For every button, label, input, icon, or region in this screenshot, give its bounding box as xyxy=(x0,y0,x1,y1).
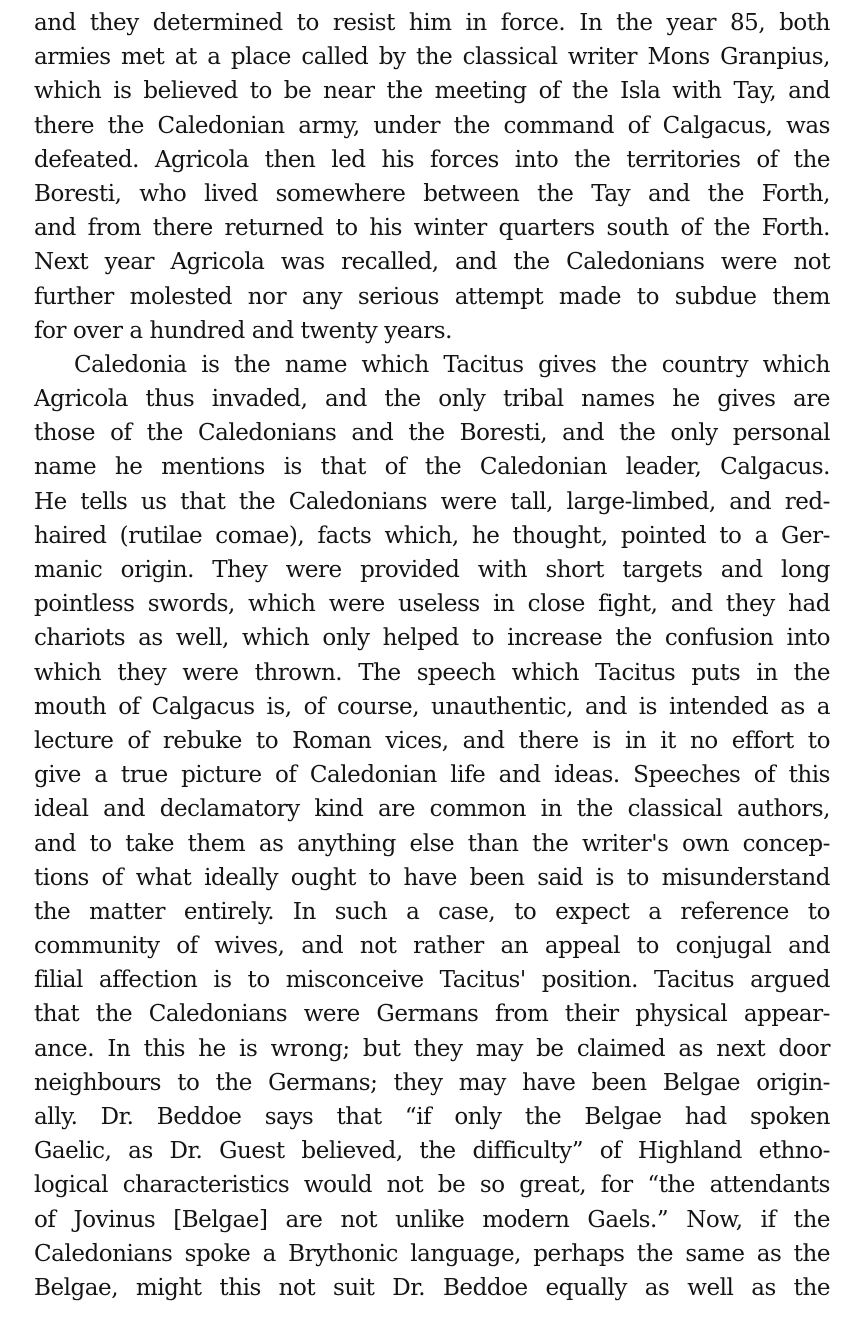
text-line: Next year Agricola was recalled, and the Caledonians were not xyxy=(34,249,830,276)
text-line: Caledonians spoke a Brythonic language, perhaps the same as the xyxy=(34,1240,830,1267)
text-line: further molested nor any serious attempt made to subdue them xyxy=(34,283,830,310)
paragraph-2 xyxy=(34,348,830,1305)
text-line: which is believed to be near the meeting of the Isla with Tay, and xyxy=(34,78,830,105)
text-line: He tells us that the Caledonians were tall, large-limbed, and red- xyxy=(34,488,830,515)
text-line: filial affection is to misconceive Tacitus' position. Tacitus argued xyxy=(34,967,830,994)
text-line: that the Caledonians were Germans from their physical appear- xyxy=(34,1001,830,1028)
text-line: Gaelic, as Dr. Guest believed, the difficulty” of Highland ethno- xyxy=(34,1138,830,1165)
text-line: ideal and declamatory kind are common in the classical authors, xyxy=(34,796,830,823)
text-line: lecture of rebuke to Roman vices, and there is in it no effort to xyxy=(34,727,830,754)
text-line: logical characteristics would not be so great, for “the attendants xyxy=(34,1172,830,1199)
text-line: Agricola thus invaded, and the only tribal names he gives are xyxy=(34,386,830,413)
text-line: Boresti, who lived somewhere between the Tay and the Forth, xyxy=(34,180,830,207)
text-line: Caledonia is the name which Tacitus gives the country which xyxy=(74,351,830,378)
text-line: Belgae, might this not suit Dr. Beddoe equally as well as the xyxy=(34,1274,830,1301)
paragraph-1 xyxy=(34,6,830,348)
text-line: pointless swords, which were useless in close fight, and they had xyxy=(34,591,830,618)
text-line: and from there returned to his winter quarters south of the Forth. xyxy=(34,215,830,242)
text-line: manic origin. They were provided with short targets and long xyxy=(34,557,830,583)
text-line: there the Caledonian army, under the command of Calgacus, was xyxy=(34,112,830,139)
text-line: name he mentions is that of the Caledonian leader, Calgacus. xyxy=(34,454,830,481)
text-line: of Jovinus [Belgae] are not unlike modern Gaels.” Now, if the xyxy=(34,1206,830,1233)
text-line: ance. In this he is wrong; but they may be claimed as next door xyxy=(34,1035,830,1062)
text-line: chariots as well, which only helped to increase the confusion into xyxy=(34,625,830,652)
text-line: community of wives, and not rather an appeal to conjugal and xyxy=(34,933,830,960)
text-line: and they determined to resist him in force. In the year 85, both xyxy=(34,10,830,36)
text-line: defeated. Agricola then led his forces into the territories of the xyxy=(34,146,830,173)
text-line: and to take them as anything else than the writer's own concep- xyxy=(34,830,830,857)
book-page xyxy=(34,6,830,1305)
text-line: for over a hundred and twenty years. xyxy=(34,317,452,344)
text-line: which they were thrown. The speech which Tacitus puts in the xyxy=(34,659,830,686)
text-line: give a true picture of Caledonian life and ideas. Speeches of this xyxy=(34,762,830,789)
text-line: mouth of Calgacus is, of course, unauthentic, and is intended as a xyxy=(34,693,830,720)
text-line: the matter entirely. In such a case, to expect a reference to xyxy=(34,898,830,925)
text-line: tions of what ideally ought to have been said is to misunderstand xyxy=(34,864,830,891)
text-line: armies met at a place called by the classical writer Mons Granpius, xyxy=(34,44,830,71)
text-line: those of the Caledonians and the Boresti, and the only personal xyxy=(34,420,830,447)
text-line: haired (rutilae comae), facts which, he thought, pointed to a Ger- xyxy=(34,522,830,549)
text-line: ally. Dr. Beddoe says that “if only the Belgae had spoken xyxy=(34,1104,830,1130)
text-line: neighbours to the Germans; they may have been Belgae origin- xyxy=(34,1069,830,1096)
